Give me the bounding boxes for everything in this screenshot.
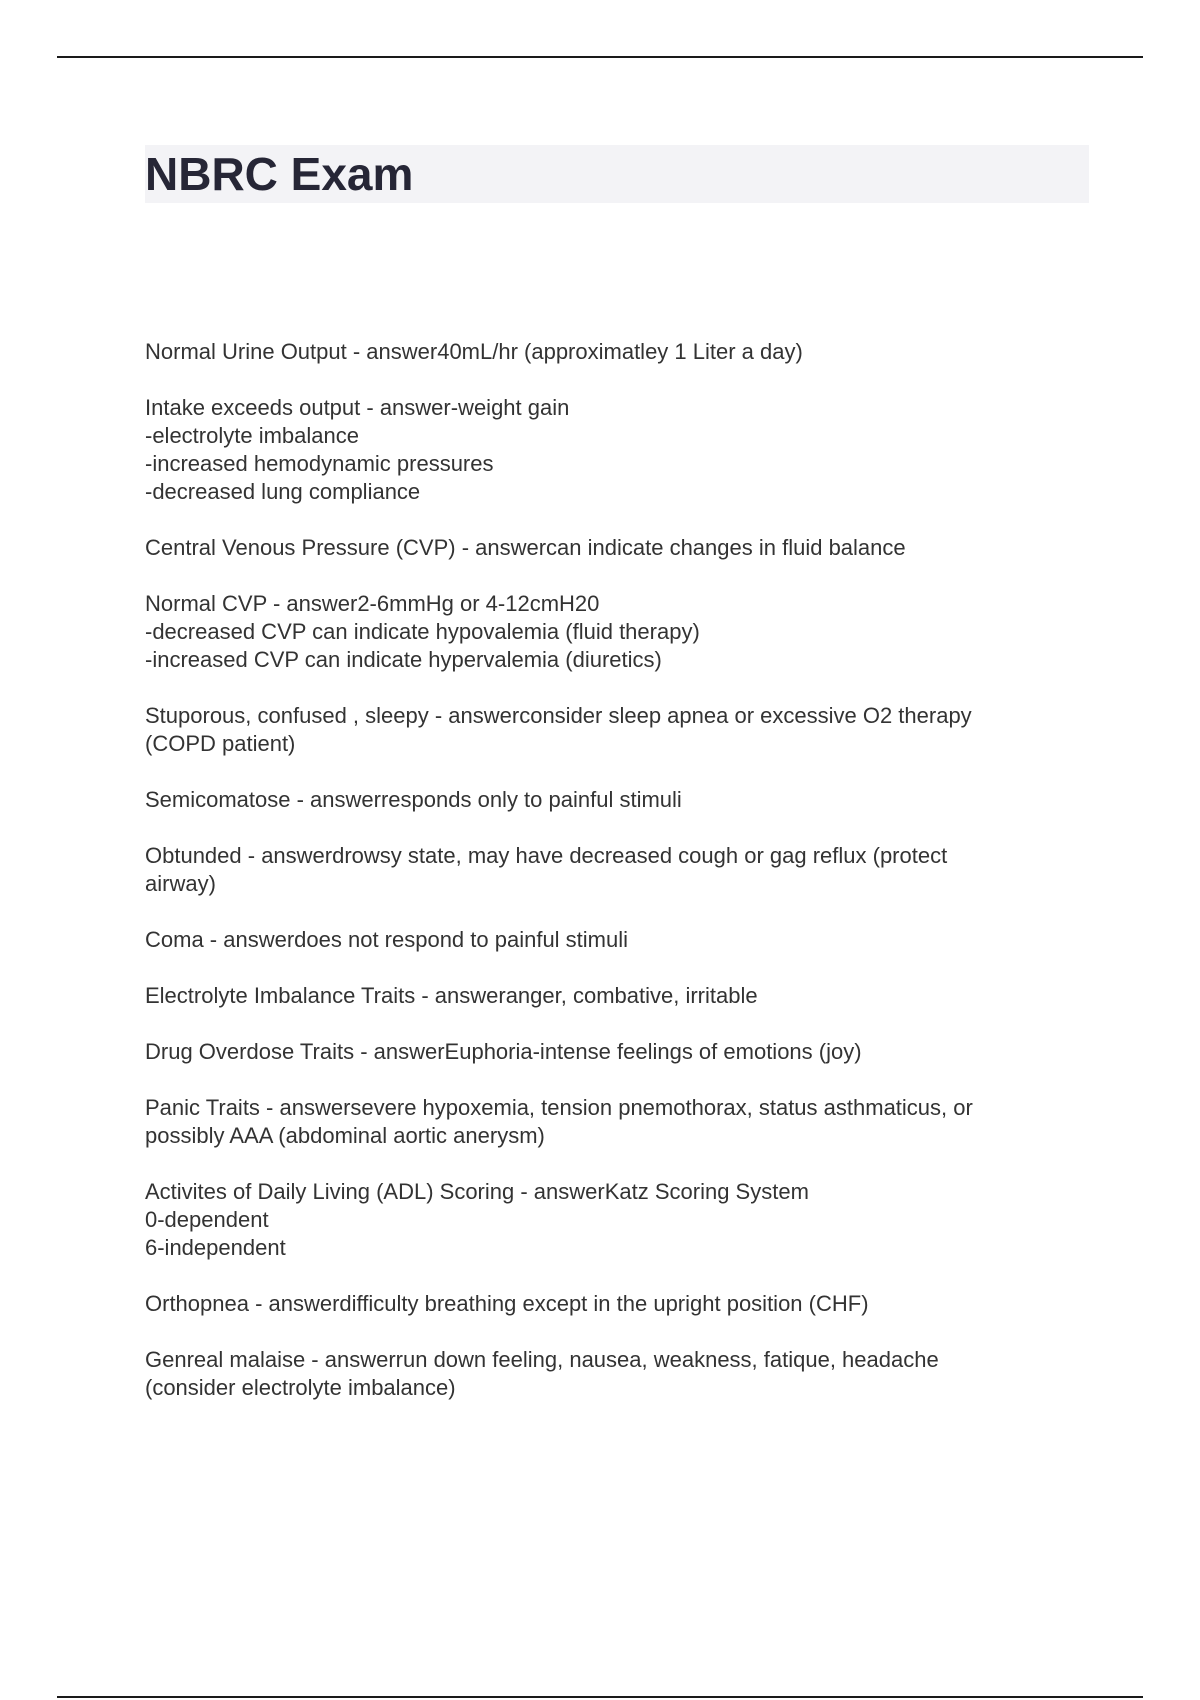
entry-term-line: Normal Urine Output - answer40mL/hr (approximatley 1 Liter a day) xyxy=(145,339,803,364)
entry-term-line: Normal CVP - answer2-6mmHg or 4-12cmH20 xyxy=(145,591,600,616)
page-title: NBRC Exam xyxy=(145,148,414,200)
entry-term-line: Stuporous, confused , sleepy - answerconsider sleep apnea or excessive O2 therapy xyxy=(145,703,972,728)
flashcard-entry xyxy=(145,842,1095,898)
entry-term-line: Orthopnea - answerdifficulty breathing except in the upright position (CHF) xyxy=(145,1291,869,1316)
entry-term-line: Activites of Daily Living (ADL) Scoring - answerKatz Scoring System xyxy=(145,1179,809,1204)
entry-detail-line: (COPD patient) xyxy=(145,731,296,756)
entry-detail-line: -electrolyte imbalance xyxy=(145,423,359,448)
entry-term-line: Semicomatose - answerresponds only to painful stimuli xyxy=(145,787,682,812)
flashcard-entry xyxy=(145,1346,1095,1402)
flashcard-entry xyxy=(145,338,1095,366)
flashcard-entry xyxy=(145,1038,1095,1066)
flashcard-entry xyxy=(145,1290,1095,1318)
entry-term-line: Obtunded - answerdrowsy state, may have decreased cough or gag reflux (protect xyxy=(145,843,948,868)
entry-detail-line: -decreased CVP can indicate hypovalemia (fluid therapy) xyxy=(145,619,700,644)
flashcard-entry xyxy=(145,982,1095,1010)
flashcard-entry xyxy=(145,394,1095,506)
flashcard-entry xyxy=(145,534,1095,562)
entry-term-line: Drug Overdose Traits - answerEuphoria-intense feelings of emotions (joy) xyxy=(145,1039,862,1064)
entry-term-line: Panic Traits - answersevere hypoxemia, tension pnemothorax, status asthmaticus, or xyxy=(145,1095,973,1120)
flashcard-entry xyxy=(145,926,1095,954)
flashcard-list xyxy=(145,338,1095,1430)
entry-detail-line: 0-dependent xyxy=(145,1207,269,1232)
entry-detail-line: -increased hemodynamic pressures xyxy=(145,451,494,476)
flashcard-entry xyxy=(145,786,1095,814)
entry-term-line: Central Venous Pressure (CVP) - answercan indicate changes in fluid balance xyxy=(145,535,906,560)
entry-term-line: Electrolyte Imbalance Traits - answeranger, combative, irritable xyxy=(145,983,758,1008)
top-divider xyxy=(57,56,1143,58)
flashcard-entry xyxy=(145,590,1095,674)
flashcard-entry xyxy=(145,702,1095,758)
entry-term-line: Genreal malaise - answerrun down feeling, nausea, weakness, fatique, headache xyxy=(145,1347,939,1372)
flashcard-entry xyxy=(145,1094,1095,1150)
entry-detail-line: (consider electrolyte imbalance) xyxy=(145,1375,456,1400)
entry-detail-line: possibly AAA (abdominal aortic anerysm) xyxy=(145,1123,545,1148)
entry-detail-line: 6-independent xyxy=(145,1235,286,1260)
entry-term-line: Coma - answerdoes not respond to painful stimuli xyxy=(145,927,629,952)
entry-detail-line: -decreased lung compliance xyxy=(145,479,421,504)
entry-detail-line: airway) xyxy=(145,871,216,896)
bottom-divider xyxy=(57,1696,1143,1698)
entry-detail-line: -increased CVP can indicate hypervalemia (diuretics) xyxy=(145,647,662,672)
entry-term-line: Intake exceeds output - answer-weight gain xyxy=(145,395,570,420)
flashcard-entry xyxy=(145,1178,1095,1262)
